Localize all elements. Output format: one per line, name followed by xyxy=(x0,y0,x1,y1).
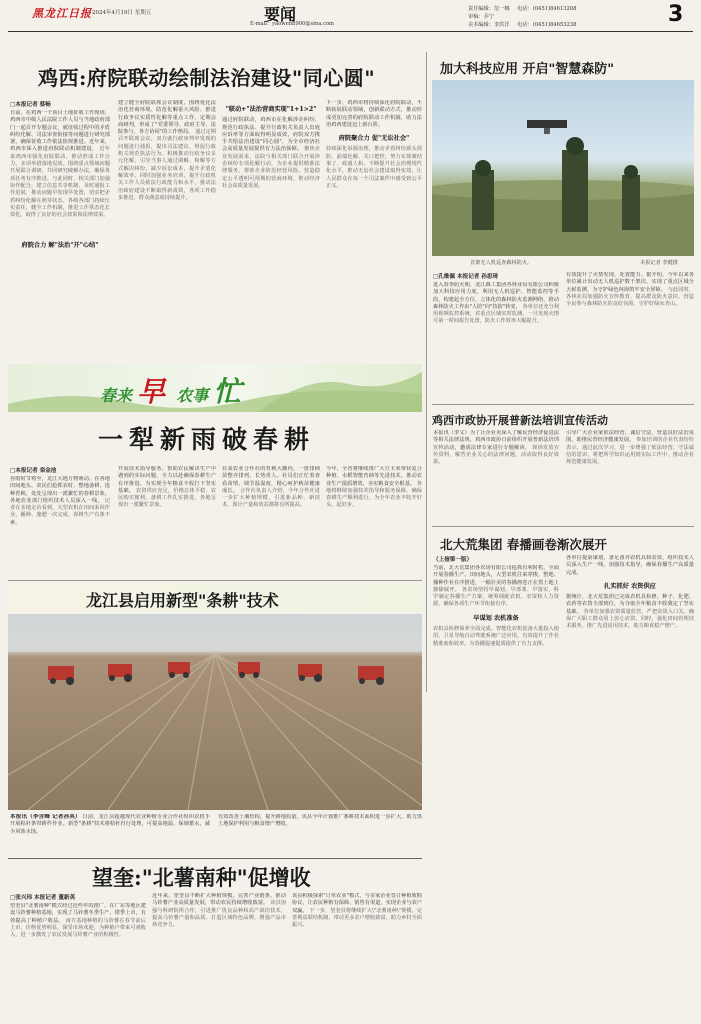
spring-banner xyxy=(8,364,422,412)
reviewer: 审稿：乔宁 xyxy=(468,14,494,20)
art5-col3-text: 该县积极探索"订单农业"模式，与多家企业签订种植收购协议，让农民种植有保障、销售有渠道，实现企业与农户双赢。 xyxy=(292,893,422,914)
art3-headline: 一犁新雨破春耕 xyxy=(98,425,316,454)
banner-big1: 早 xyxy=(137,375,166,408)
masthead xyxy=(0,0,701,52)
photo-scene xyxy=(432,80,694,256)
art5-col2 xyxy=(152,893,286,1018)
art5-headline: 望奎:"北薯南种"促增收 xyxy=(92,865,311,890)
rule-art4 xyxy=(8,858,422,859)
photo-credit: 本报记者 李健摄 xyxy=(640,260,678,266)
art2-headline: 加大科技应用 开启"智慧森防" xyxy=(440,62,615,77)
art7-col1-body: 各农场坚持早谋划、早部署、早落实，科学制定春播生产方案，统筹调配农机、农资和人力资源，确保各项生产环节衔接有序。 xyxy=(433,586,559,608)
rule-art2 xyxy=(432,404,694,405)
art6-col2-body: 参加培训的企业代表纷纷表示，通过此次学习，进一步增强了依法经营、守法诚信的意识，将把所学知识运用到实际工作中，推动企业规范健康发展。 xyxy=(566,437,694,466)
art2-col1 xyxy=(433,282,559,400)
art1-col4-body: 持续深化诉源治理，推动矛盾纠纷源头预防、前端化解、关口把控，努力实现案结事了、政通人和，不断提升社会治理现代化水平，推动无讼社会建设取得实效，让人民群众在每一个司法案件中感受到公平正义。 xyxy=(326,146,422,189)
art3-col4-text: 今年，全省将继续推广大豆玉米带状复合种植、水稻智能育秧等先进技术，推动农业生产提质增效，夯实粮食安全根基。 xyxy=(326,466,422,487)
art2-col1-body: 各单位还充分利用视频监控系统，对重点区域实时监测，一旦发现火情可第一时间报告处置，防火工作效率大幅提升。 xyxy=(433,303,559,325)
art1-col2-body: 通过定期召开联席会议，双方就行政审判中发现的问题进行通报，提出司法建议，督促行政机关规范执法行为。积极推动行政争议多元化解，引导当事人通过调解、和解等方式解决纠纷，减少诉讼成本，提升矛盾化解效率。同时加强业务培训，提升行政机关工作人员依法行政能力和水平，推动法治政府建设不断取得新成效，各项工作稳步推进，群众满意度持续提升。 xyxy=(118,129,216,201)
art5-col2-text: 近年来，望奎县不断扩大种植规模，完善产业链条，推动马铃薯产业高质量发展，带动农民持续增收致富。 xyxy=(152,893,286,907)
art1-col1-text: 日前，在鸡西一个项目土地征收工作现场，鸡西市中级人民法院工作人员与当地政府部门一起召开专题会议，就征收过程中的矛盾纠纷化解、司法审查衔接等问题进行研究部署，确保征收工作依法依规推进。近年来，鸡西市深入推进府院联动机制建设， xyxy=(10,110,110,153)
art3-col3-text: 在某农业合作社的育秧大棚内，一排排秧苗整齐排列，长势喜人。社员们正忙着查看苗情、调节温湿度，精心呵护秧苗健康成长。 xyxy=(222,466,320,494)
art3-col1-text: 谷雨时节将至，龙江大地万物萌动。在各地田间地头，农民们抢抓农时，整地备耕、选种育秧，处处呈现出一派繁忙的春耕景象。各地农业部门组织技术人员深入一线， xyxy=(10,476,110,504)
art7-col1-text: 当前，北大荒集团各农场有限公司抢抓有利时机，全面开展春播生产。田间地头，大型农机往来穿梭，整地、播种作业有序推进，一幅壮美的春播画卷正在黑土地上徐徐展开。 xyxy=(433,565,559,593)
banner-big2: 忙 xyxy=(213,375,242,408)
art3-col2-body: 农资供应充足，价格总体平稳，农民购买便利，备耕工作扎实推进，各地呈现出一派繁忙景象。 xyxy=(118,487,216,509)
forest-drone-photo xyxy=(432,80,694,256)
page-number: 3 xyxy=(668,2,684,27)
art7-col2 xyxy=(566,555,694,1015)
section-email: E-mail：yaowen8900@sina.com xyxy=(250,21,334,27)
art1-col1-body: 近年来鸡西市强化府院联动，推动形成工作合力，多项举措落地见效。围绕重点领域问题开展联合调研，共同研究破解办法，确保各项任务有序推进。与此同时，相关部门加强协作配合，建立信息共享机制，及时通报工作进展，推动问题早发现早处置，切实把矛盾纠纷化解在萌芽状态。各级各部门持续压实责任，健全工作机制，推进工作常态化长效化，取得了良好的社会效果和法律效果。 xyxy=(10,146,110,219)
art1-col3-text: 通过府院联动，鸡西市在化解涉企纠纷、规范行政执法、提升行政机关负责人出庭应诉率等方面取得明显成效，府院双方携手共绘法治建设"同心圆"，为全市经济社会高质量发展提供有力法治保障。 xyxy=(222,117,320,153)
art6-headline: 鸡西市政协开展普新法培训宣传活动 xyxy=(432,414,608,427)
editor-phone: 电话：(0451)84613208 xyxy=(517,6,577,12)
art3-col1-body: 记者在多地走访看到，大型农机在田间来回作业，播种、施肥一次完成，春耕生产有条不紊。 xyxy=(10,497,110,526)
designer: 美术编辑：李洪洋 xyxy=(468,22,510,28)
art1-col3 xyxy=(222,100,320,358)
art6-col1-text: 本报讯（李文）为了让企业更深入了解民营经济促进法等相关法律法规，鸡西市政协日前组织开展普新法培训宣传活动，邀请法律专家进行专题解读， xyxy=(433,430,559,451)
editor-line xyxy=(468,5,576,12)
art4-col1-text: 日前，龙江县超越现代农业种植专业合作社组织农机手开展秸秆条带耕作作业。新型"条耕"技术将秸秆归行处理，可提高地温、保墒蓄水，减少风蚀水蚀， xyxy=(10,814,210,835)
art7-col1 xyxy=(433,565,559,1015)
section-title: 要闻 xyxy=(264,5,297,24)
art5-col1 xyxy=(10,903,146,1018)
art7-sub2: 扎实抓好 农资供应 xyxy=(604,582,656,590)
rule-art3 xyxy=(8,580,422,581)
art7-col1-more: 农机具检修保养全面完成，智能化农机装备大量投入使用，卫星导航自动驾驶系统广泛应用，有效提升了作业精准度和效率，为春播提速提质提供了有力支撑。 xyxy=(433,626,559,647)
art7-col3-text: 据统计，北大荒集团已完成农机具检修，种子、化肥、农药等农资全部到位，为夺取全年粮食丰收奠定了坚实基础。 xyxy=(566,594,694,615)
art1-col4 xyxy=(326,100,422,358)
art1-col1 xyxy=(10,110,110,360)
editor: 责任编辑：范一娜 xyxy=(468,6,510,12)
art1-headline: 鸡西:府院联动绘制法治建设"同心圆" xyxy=(38,66,376,90)
art1-byline: □本报记者 蔡畅 xyxy=(10,102,51,108)
art2-col2-text: 有效提升了火情发现、处置能力。据介绍，今年以来各单位累计出动无人机巡护数千架次，实现了重点区域全天候监测，为守护绿色林海筑牢安全屏障。 xyxy=(566,272,694,293)
art5-col2-body: 该县加强与科研院所合作，引进推广优良品种和高产栽培技术，提高马铃薯产量和品质，打造区域特色品牌，增强产品市场竞争力。 xyxy=(152,900,286,929)
art3-col2-text: 开展技术指导服务，帮助农民解决生产中遇到的实际问题，全力以赴确保春耕生产有序推进，为实现全年粮食丰收打下坚实基础。 xyxy=(118,466,216,494)
banner-prefix: 春来 xyxy=(100,386,133,405)
art3-col2 xyxy=(118,466,216,576)
rule-art6 xyxy=(432,526,694,527)
field-scene xyxy=(8,614,422,810)
art4-col2-text: 有效改善土壤结构，提升耕地质量。该县今年计划推广条耕技术面积进一步扩大，助力黑土地保护利用与粮食增产增收。 xyxy=(218,814,422,828)
art4-headline: 龙江县启用新型"条耕"技术 xyxy=(86,591,279,610)
art4-col2 xyxy=(218,814,422,852)
art3-col3-body: 合作社负责人介绍，今年合作社进一步扩大种植规模，引进新品种、新技术，预计产量和效益都将有所提高。 xyxy=(222,487,320,509)
art7-sub1: 早谋划 农机准备 xyxy=(473,614,519,622)
art3-byline: □本报记者 栾金池 xyxy=(10,468,57,474)
art4-byline: 本报讯（李含峰 记者孙英） xyxy=(10,814,81,820)
tractor-field-photo xyxy=(8,614,422,810)
masthead-logo: 黑龙江日报 xyxy=(32,7,92,20)
art2-col2 xyxy=(566,272,694,400)
masthead-rule xyxy=(8,31,693,32)
art7-byline: （上接第一版） xyxy=(433,557,473,563)
designer-line xyxy=(468,21,576,28)
art1-col4-text: 下一步，鸡西市将持续深化府院联动，不断拓展联动领域，创新联动方式，推动形成更加完善的府院联动工作机制，助力法治鸡西建设迈上新台阶。 xyxy=(326,100,422,128)
art4-col1 xyxy=(10,814,210,852)
photo-caption: 首架无人机巡查森林防火。 xyxy=(470,260,533,266)
banner-mid: 农事 xyxy=(176,386,209,405)
art1-sub1: 府院合力 解"法治"开"心结" xyxy=(21,242,99,249)
art6-col1 xyxy=(433,430,559,522)
art2-byline: □孔维佩 本报记者 孙思琦 xyxy=(433,274,499,280)
art3-col3 xyxy=(222,466,320,576)
art5-col3 xyxy=(292,893,422,1018)
art2-col2-body: 与此同时，各林业局加强防火宣传教育，提高群众防火意识，营造全民参与森林防火的良好氛围，守护好绿水青山。 xyxy=(566,286,694,308)
art3-col1 xyxy=(10,476,110,576)
art7-headline: 北大荒集团 春播画卷渐次展开 xyxy=(440,537,607,552)
art5-col3-body: 下一步，望奎县将继续扩大\"北薯南种\"规模，完善利益联结机制，带动更多农户增收致富，助力乡村全面振兴。 xyxy=(292,907,422,929)
col-divider xyxy=(426,52,427,692)
art3-col4-body: 各地将继续加强技术指导和服务保障，确保春耕生产顺利进行，为全年农业丰收开好头、起好步。 xyxy=(326,480,422,509)
designer-phone: 电话：(0451)84653238 xyxy=(517,22,577,28)
art6-col2-text: 引导广大企业家依法经营、诚信守法，营造良好法治氛围，助推民营经济健康发展。 xyxy=(566,430,694,444)
art1-sub3: 府院聚合力 促"无讼社会" xyxy=(338,135,410,143)
art1-col3-body: 聚焦企业发展需求，法院与相关部门联合开展涉企纠纷专项化解行动，为企业提供精准法律服务，帮助企业防范经营风险，营造稳定公平透明可预期的营商环境，推动经济社会高质量发展。 xyxy=(222,146,320,189)
art1-col2-text: 建立健全府院联席会议制度，围绕优化法治化营商环境、防范化解重大风险、推进行政争议实质性化解等重点工作，定期会商研判，形成了"党委领导、政府主导、法院参与、各方协同"的工作格局。 xyxy=(118,100,216,136)
art5-byline: □张兴玮 本报记者 董新英 xyxy=(10,895,76,901)
art6-col2 xyxy=(566,430,694,522)
art5-col1-body: 南方基地种植的马铃薯在春节前后上市，价格优势明显，深受市场欢迎，为种植户带来可观收入，进一步激发了农民发展马铃薯产业的积极性。 xyxy=(10,917,146,939)
art1-col2 xyxy=(118,100,216,358)
art2-col1-text: 进入春季防火期，龙江森工集团各林业局有限公司积极加大科技应用力度，利用无人机巡护、智能监控等手段，构建起全方位、立体化的森林防火监测网络，推动森林防火工作由"人防"向"技防"转变， xyxy=(433,282,559,310)
masthead-date: 2024年4月19日 星期五 xyxy=(92,10,152,16)
banner-title xyxy=(100,370,241,410)
art7-col2-text: 各单位提前谋划，备足备齐农机具和农资，组织技术人员深入生产一线，加强技术指导，确保春播生产高质量完成。 xyxy=(566,555,694,576)
art7-col2-body: 各单位加强农资质量监管，严把农资入口关，确保广大职工群众用上放心农资。同时，强化田间管理技术服务，推广先进适用技术，助力粮食稳产增产。 xyxy=(566,608,694,630)
art5-col1-text: 望奎县"北薯南种"模式经过近些年的推广，在广东等地区建设马铃薯种植基地，实现了马铃薯冬季生产、错季上市，有效提高了种植户收益。 xyxy=(10,903,146,924)
art1-sub2: "联动+"法治营商实现"1+1>2" xyxy=(225,106,317,113)
art3-col4 xyxy=(326,466,422,576)
art6-col1-body: 现场发放宣传资料，解答企业关心的法律问题，活动取得良好效果。 xyxy=(433,444,559,466)
